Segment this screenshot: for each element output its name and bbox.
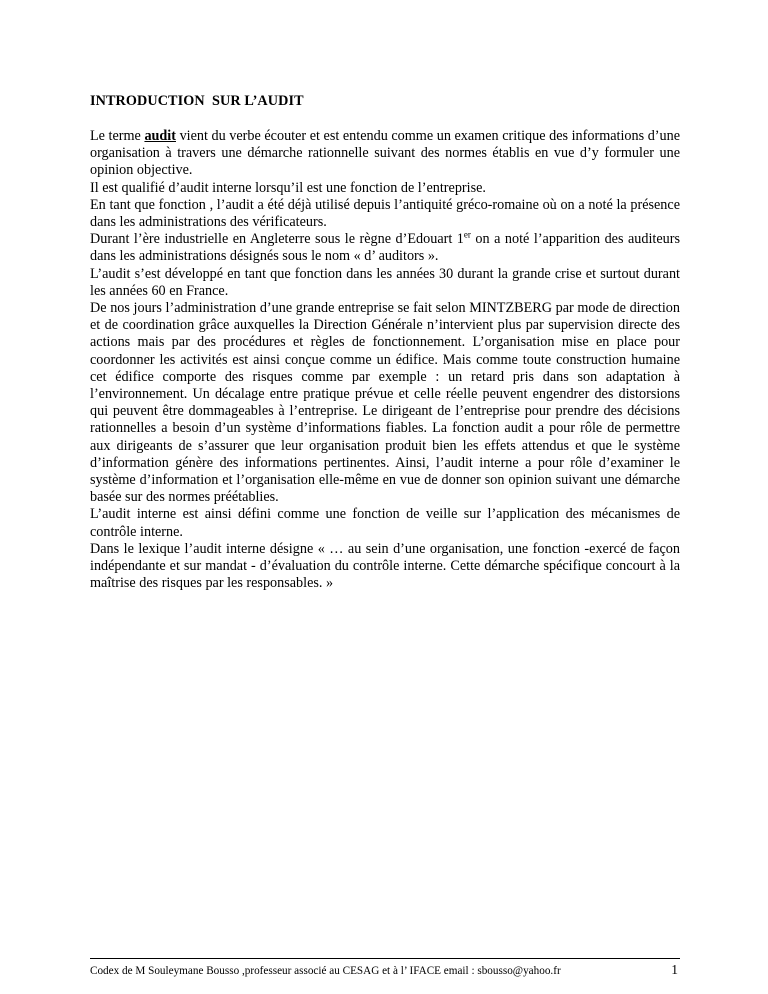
page-number: 1 [671, 962, 678, 977]
industrial-era-after: on a noté l’apparition des auditeurs dans les administrations désignés sous le nom « d’ auditors ». [90, 231, 681, 265]
paragraph-internal-audit-qualification: Il est qualifié d’audit interne lorsqu’il est une fonction de l’entreprise. [90, 179, 486, 196]
term-audit: audit [144, 128, 176, 144]
industrial-era-before: Durant l’ère industrielle en Angleterre sous le règne d’Edouart 1 [90, 231, 464, 248]
footer-divider [90, 958, 680, 959]
paragraph-term-origin [90, 128, 680, 180]
term-origin-before: Le terme [90, 128, 145, 144]
document-title: INTRODUCTION SUR L’AUDIT [90, 93, 304, 109]
ordinal-superscript: er [463, 229, 471, 240]
footer-credit-text: Codex de M Souleymane Bousso ,professeur associé au CESAG et à l’ IFACE email : sbousso@yahoo.fr [90, 965, 561, 977]
paragraph-mintzberg: De nos jours l’administration d’une grande entreprise se fait selon MINTZBERG par mode de direction et de coordination grâce auxquelles la Direction Générale n’intervient plus par supervision directe des actions mais par des procédures et règles de fonctionnement. L’organisation mise en place pour coordonner les activités est ainsi conçue comme un édifice. Mais comme toute construction humaine cet édifice comporte des risques comme par exemple : un retard pris dans son adaptation à l’environnement. Un décalage entre pratique prévue et celle réelle peuvent engendrer des distorsions qui peuvent être dommageables à l’entreprise. Le dirigeant de l’entreprise pour prendre des décisions rationnelles a besoin d’un système d’informations fiables. La fonction audit a pour rôle de permettre aux dirigeants de s’assurer que leur organisation produit bien les effets attendus et que le système d’information génère des informations pertinentes. Ainsi, l’audit interne a pour rôle d’examiner le système d’information et l’organisation elle-même en vue de donner son opinion suivant une démarche basée sur des normes préétablies. [90, 300, 680, 506]
term-origin-after: vient du verbe écouter et est entendu comme un examen critique des informations d’une organisation à travers une démarche rationnelle suivant des normes établis en vue d’y formuler une opinion objective. [90, 128, 681, 179]
footer-row [90, 962, 680, 978]
paragraph-industrial-era [90, 231, 680, 265]
paragraph-1930s-development: L’audit s’est développé en tant que fonction dans les années 30 durant la grande crise et surtout durant les années 60 en France. [90, 265, 680, 299]
page-footer [90, 958, 680, 978]
paragraph-antiquity: En tant que fonction , l’audit a été déjà utilisé depuis l’antiquité gréco-romaine où on a noté la présence dans les administrations des vérificateurs. [90, 196, 680, 231]
paragraph-veille-definition: L’audit interne est ainsi défini comme une fonction de veille sur l’application des mécanismes de contrôle interne. [90, 506, 680, 540]
paragraph-lexique-definition: Dans le lexique l’audit interne désigne « … au sein d’une organisation, une fonction -exercé de façon indépendante et sur mandat - d’évaluation du contrôle interne. Cette démarche spécifique concourt à la maîtrise des risques par les responsables. » [90, 540, 680, 592]
document-body [90, 93, 680, 592]
